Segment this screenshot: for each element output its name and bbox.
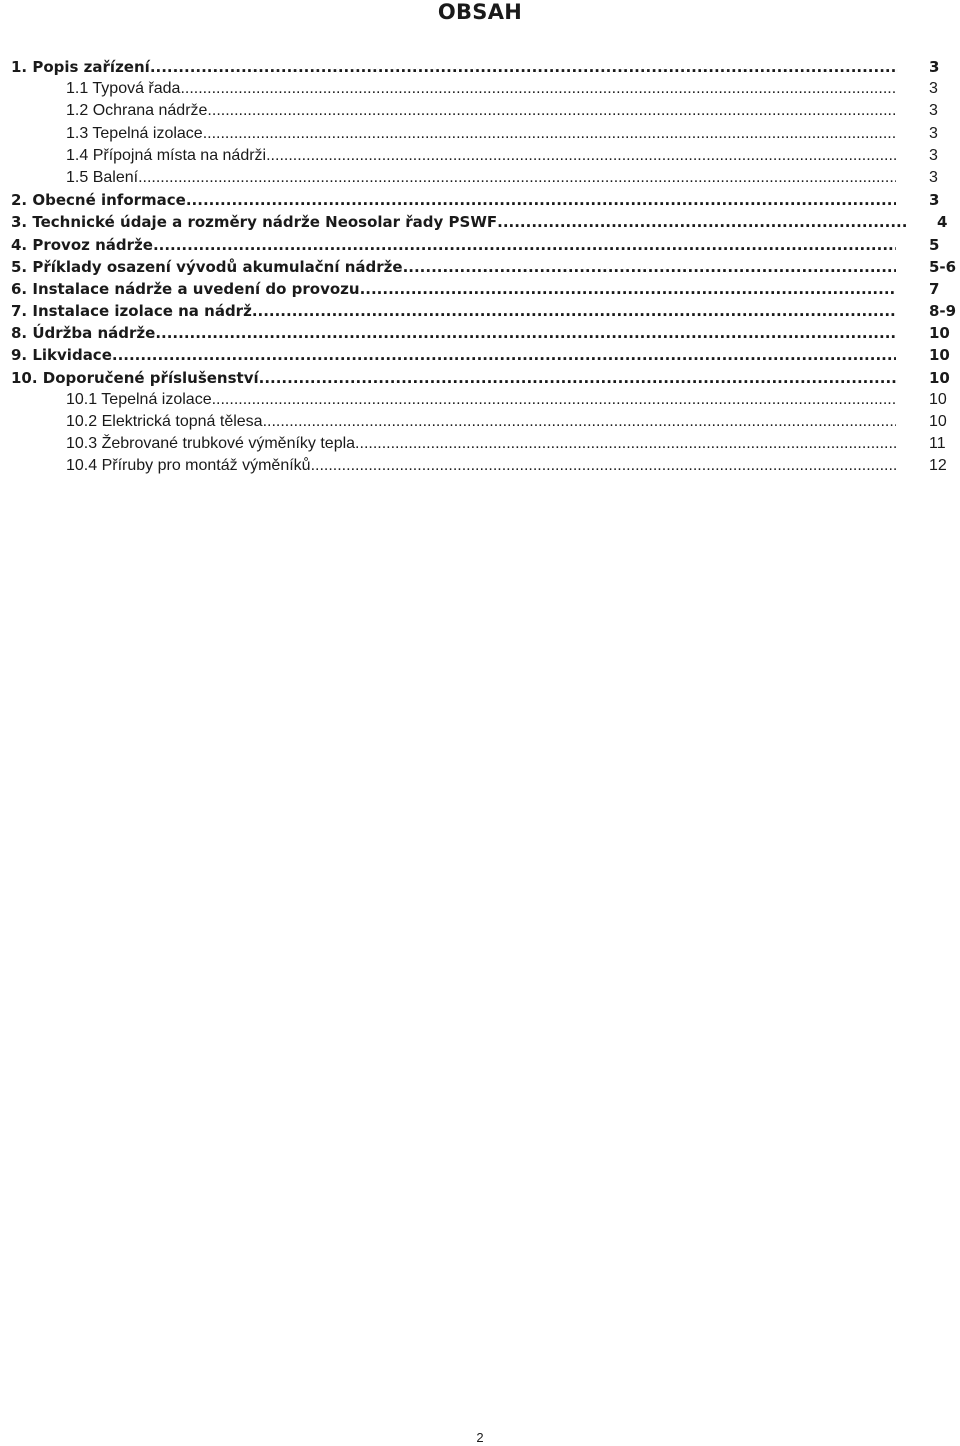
toc-entry[interactable] — [11, 300, 956, 322]
toc-entry-page: 11 — [929, 435, 946, 453]
toc-entry[interactable] — [11, 234, 956, 256]
toc-entry-title: 10.2 Elektrická topná tělesa — [66, 413, 263, 430]
toc-entry-page: 8-9 — [929, 302, 957, 321]
toc-entry[interactable] — [11, 211, 956, 233]
toc-entry[interactable] — [11, 56, 956, 78]
toc-entry[interactable] — [11, 189, 956, 211]
toc-leader-dots — [186, 189, 896, 211]
toc-leader-dots — [403, 256, 896, 278]
toc-subentry[interactable] — [11, 455, 956, 477]
toc-entry-page: 10 — [929, 346, 950, 365]
toc-leader-dots — [266, 145, 896, 167]
toc-entry-title: 1. Popis zařízení — [11, 58, 150, 76]
toc-leader-dots — [497, 211, 908, 233]
toc-entry-page: 3 — [929, 168, 938, 186]
toc-leader-dots — [155, 322, 896, 344]
toc-entry-page: 3 — [929, 191, 940, 210]
toc-entry-title: 10. Doporučené příslušenství — [11, 368, 259, 387]
toc-subentry[interactable] — [11, 167, 956, 189]
toc-entry[interactable] — [11, 322, 956, 344]
toc-leader-dots — [311, 455, 896, 477]
toc-entry-title: 2. Obecné informace — [11, 191, 186, 210]
table-of-contents — [11, 56, 956, 478]
toc-leader-dots — [150, 56, 896, 78]
toc-leader-dots — [207, 100, 896, 122]
toc-entry-page: 4 — [937, 213, 948, 232]
toc-leader-dots — [212, 389, 896, 411]
toc-entry-page: 10 — [929, 368, 950, 387]
toc-subentry[interactable] — [11, 411, 956, 433]
toc-entry-page: 10 — [929, 413, 947, 430]
toc-entry-title: 7. Instalace izolace na nádrž — [11, 302, 252, 321]
toc-entry-page: 10 — [929, 324, 950, 343]
toc-entry-page: 5-6 — [929, 257, 957, 276]
toc-subentry[interactable] — [11, 389, 956, 411]
toc-leader-dots — [355, 433, 896, 455]
toc-entry[interactable] — [11, 256, 956, 278]
toc-entry-page: 5 — [929, 235, 940, 254]
toc-entry-title: 10.4 Příruby pro montáž výměníků — [66, 457, 311, 475]
toc-leader-dots — [153, 234, 896, 256]
toc-entry-page: 3 — [929, 124, 938, 142]
toc-subentry[interactable] — [11, 123, 956, 145]
toc-entry[interactable] — [11, 278, 956, 300]
toc-entry[interactable] — [11, 367, 956, 389]
toc-entry-page: 7 — [929, 279, 940, 298]
toc-subentry[interactable] — [11, 145, 956, 167]
toc-entry-page: 3 — [929, 146, 938, 164]
toc-leader-dots — [138, 167, 896, 189]
toc-subentry[interactable] — [11, 100, 956, 122]
toc-leader-dots — [252, 300, 896, 322]
toc-subentry[interactable] — [11, 433, 956, 455]
toc-entry-page: 3 — [929, 102, 938, 120]
toc-entry-title: 1.5 Balení — [66, 168, 139, 186]
toc-entry-title: 1.4 Přípojná místa na nádrži — [66, 146, 267, 164]
toc-leader-dots — [203, 123, 896, 145]
toc-leader-dots — [263, 411, 896, 433]
toc-entry-title: 6. Instalace nádrže a uvedení do provozu — [11, 279, 360, 298]
toc-entry-title: 1.2 Ochrana nádrže — [66, 102, 208, 120]
toc-entry-page: 10 — [929, 390, 947, 408]
toc-entry-title: 8. Údržba nádrže — [11, 324, 156, 343]
toc-entry-title: 1.1 Typová řada — [66, 80, 181, 98]
toc-entry-page: 12 — [929, 457, 947, 475]
toc-entry[interactable] — [11, 344, 956, 366]
toc-leader-dots — [112, 344, 896, 366]
toc-subentry[interactable] — [11, 78, 956, 100]
toc-leader-dots — [259, 367, 896, 389]
toc-entry-page: 3 — [929, 58, 940, 76]
page-number: 2 — [476, 1430, 484, 1445]
toc-entry-page: 3 — [929, 80, 938, 98]
toc-entry-title: 1.3 Tepelná izolace — [66, 124, 203, 142]
toc-entry-title: 9. Likvidace — [11, 346, 112, 365]
toc-leader-dots — [180, 78, 896, 100]
document-title: OBSAH — [437, 0, 523, 24]
toc-leader-dots — [360, 278, 896, 300]
toc-entry-title: 5. Příklady osazení vývodů akumulační nádrže — [11, 257, 403, 276]
toc-entry-title: 10.3 Žebrované trubkové výměníky tepla — [66, 435, 356, 453]
toc-entry-title: 4. Provoz nádrže — [11, 235, 153, 254]
toc-entry-title: 10.1 Tepelná izolace — [66, 390, 212, 408]
toc-entry-title: 3. Technické údaje a rozměry nádrže Neosolar řady PSWF — [11, 213, 498, 232]
